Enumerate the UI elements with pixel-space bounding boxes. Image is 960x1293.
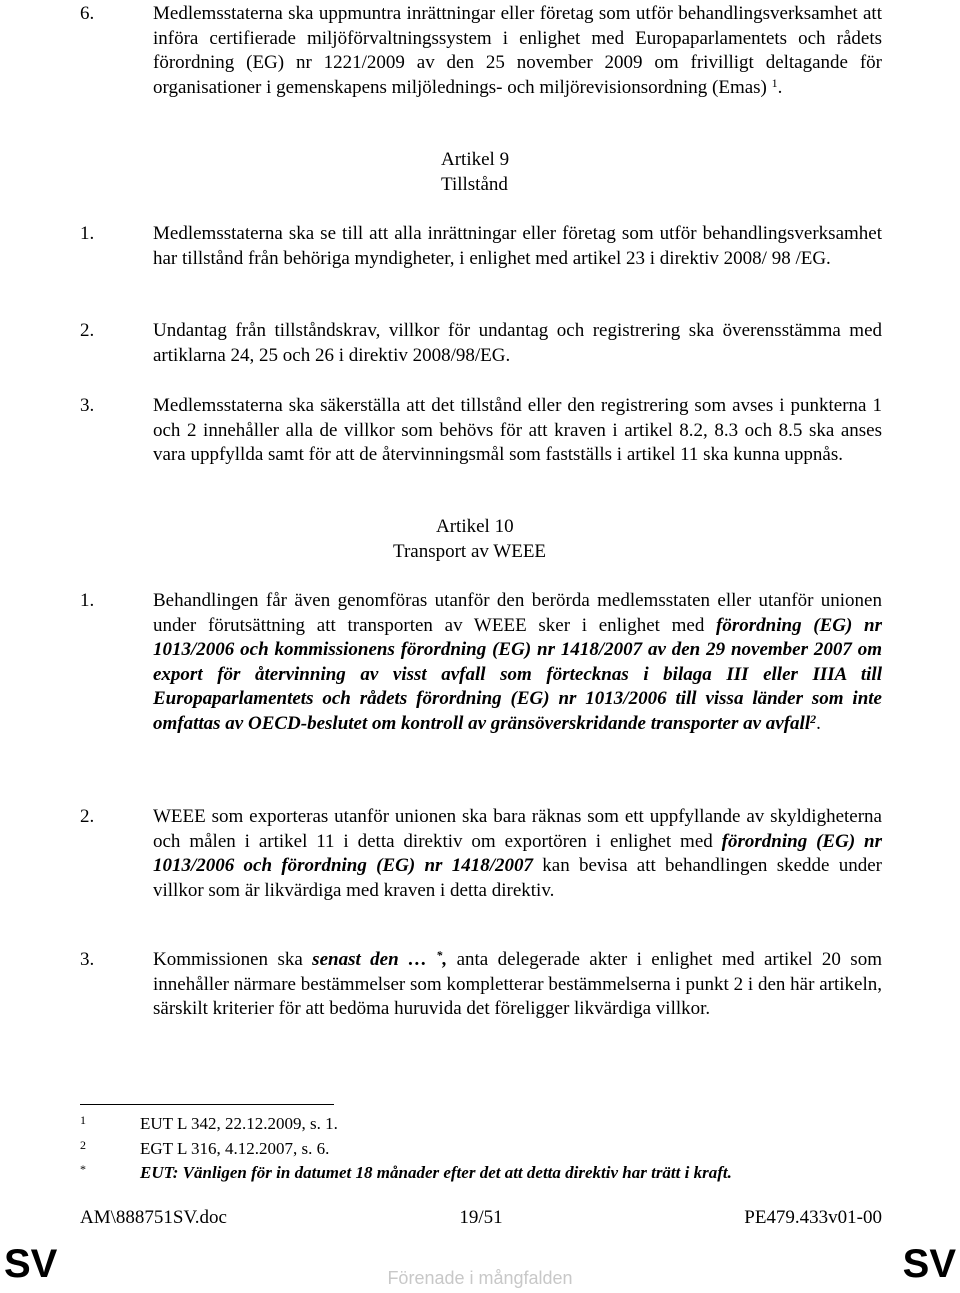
footnote-2 (80, 1139, 882, 1159)
paragraph-number: 2. (80, 806, 95, 827)
article-9-paragraph-2 (80, 319, 882, 368)
footer (80, 1206, 882, 1230)
eu-motto: Förenade i mångfalden (387, 1268, 573, 1288)
amended-text: förordning (EG) nr 1013/2006 och förordning (EG) nr 1418/2007 (153, 830, 882, 877)
footnote-ref-star[interactable]: * (436, 948, 443, 962)
paragraph-text: Kommissionen ska senast den … *, anta delegerade akter i enlighet med artikel 20 som innehåller närmare bestämmelser som kompletterar bestämmelserna i punkt 2 i den här artikeln, särskilt kriterier för att bedöma huruvida det föreligger likvärdiga villkor. (153, 948, 882, 1020)
article-title: Artikel 10 (436, 516, 514, 537)
paragraph-number: 1. (80, 590, 95, 611)
amended-text: förordning (EG) nr 1013/2006 och kommissionens förordning (EG) nr 1418/2007 av den 29 november 2007 om export för återvinning av visst avfall som förtecknas i bilaga III eller IIIA till Europaparlamentets och rådets förordning (EG) nr 1013/2006 till vissa länder som inte omfattas av OECD-beslutet om kontroll av gränsöverskridande transporter av avfall (153, 614, 882, 734)
language-code-right: SV (902, 1242, 956, 1286)
article-10-paragraph-1 (80, 589, 882, 737)
footnote-ref-2[interactable]: 2 (810, 711, 817, 726)
article-subtitle: Transport av WEEE (393, 540, 547, 562)
footnote-ref-1[interactable]: 1 (771, 75, 778, 90)
article-subtitle: Tillstånd (441, 173, 508, 195)
article-9-paragraph-1 (80, 222, 882, 271)
paragraph-text: Undantag från tillståndskrav, villkor för undantag och registrering ska överensstämma med artiklarna 24, 25 och 26 i direktiv 2008/98/EG. (153, 320, 882, 366)
page-number: 19/51 (459, 1207, 503, 1228)
footnote-text: EUT: Vänligen för in datumet 18 månader efter det att detta direktiv har trätt i kraft. (140, 1163, 732, 1182)
article-10-paragraph-3 (80, 948, 882, 1022)
article-title: Artikel 9 (441, 149, 510, 170)
amended-text: senast den … (312, 949, 437, 970)
footnote-star (80, 1163, 882, 1183)
paragraph-text: Behandlingen får även genomföras utanför den berörda medlemsstaten eller utanför unionen under förutsättning att transporten av WEEE sker i enlighet med förordning (EG) nr 1013/2006 och kommissionens förordning (EG) nr 1418/2007 av den 29 november 2007 om export för återvinning av visst avfall som förtecknas i bilaga III eller IIIA till Europaparlamentets och rådets förordning (EG) nr 1013/2006 till vissa länder som inte omfattas av OECD-beslutet om kontroll av gränsöverskridande transporter av avfall$^2$. (153, 590, 882, 734)
footnote-divider (80, 1104, 334, 1105)
footnote-1 (80, 1114, 882, 1134)
footnote-mark: 1 (80, 1113, 86, 1127)
document-reference: PE479.433v01-00 (744, 1207, 882, 1228)
article-10-heading (80, 515, 882, 564)
footnote-text: EUT L 342, 22.12.2009, s. 1. (140, 1114, 338, 1133)
document-id: AM\888751SV.doc (80, 1207, 227, 1228)
footnote-text: EGT L 316, 4.12.2007, s. 6. (140, 1139, 330, 1158)
paragraph-text: Medlemsstaterna ska säkerställa att det tillstånd eller den registrering som avses i punkterna 1 och 2 innehåller alla de villkor som behövs för att kraven i artikel 8.2, 8.3 och 8.5 ska anses vara uppfyllda samt för att de återvinningsmål som fastställs i artikel 11 ska kunna uppnås. (153, 395, 882, 466)
paragraph-text: Medlemsstaterna ska uppmuntra inrättningar eller företag som utför behandlingsverksamhet att införa certifierade miljöförvaltningssystem i enlighet med Europaparlamentets och rådets förordning (EG) nr 1221/2009 av den 25 november 2009 om frivilligt deltagande för organisationer i gemenskapens miljölednings- och miljörevisionsordning (Emas) $^1$. (153, 3, 882, 98)
article-9-heading (80, 148, 882, 197)
paragraph-number: 3. (80, 395, 95, 416)
footnote-mark: 2 (80, 1138, 86, 1152)
footnote-mark: * (80, 1162, 86, 1176)
paragraph-number: 6. (80, 3, 95, 24)
paragraph-6 (80, 2, 882, 100)
paragraph-text: Medlemsstaterna ska se till att alla inrättningar eller företag som utför behandlingsverksamhet har tillstånd från behöriga myndigheter, i enlighet med artikel 23 i direktiv 2008/ 98 /EG. (153, 223, 882, 269)
paragraph-number: 3. (80, 949, 95, 970)
paragraph-text: WEEE som exporteras utanför unionen ska bara räknas som ett uppfyllande av skyldigheterna och målen i artikel 11 i detta direktiv om exportören i enlighet med förordning (EG) nr 1013/2006 och förordning (EG) nr 1418/2007 kan bevisa att behandlingen skedde under villkor som är likvärdiga med kraven i detta direktiv. (153, 806, 882, 901)
article-9-paragraph-3 (80, 394, 882, 468)
language-code-left: SV (4, 1242, 58, 1286)
paragraph-number: 1. (80, 223, 95, 244)
paragraph-number: 2. (80, 320, 95, 341)
article-10-paragraph-2 (80, 805, 882, 903)
